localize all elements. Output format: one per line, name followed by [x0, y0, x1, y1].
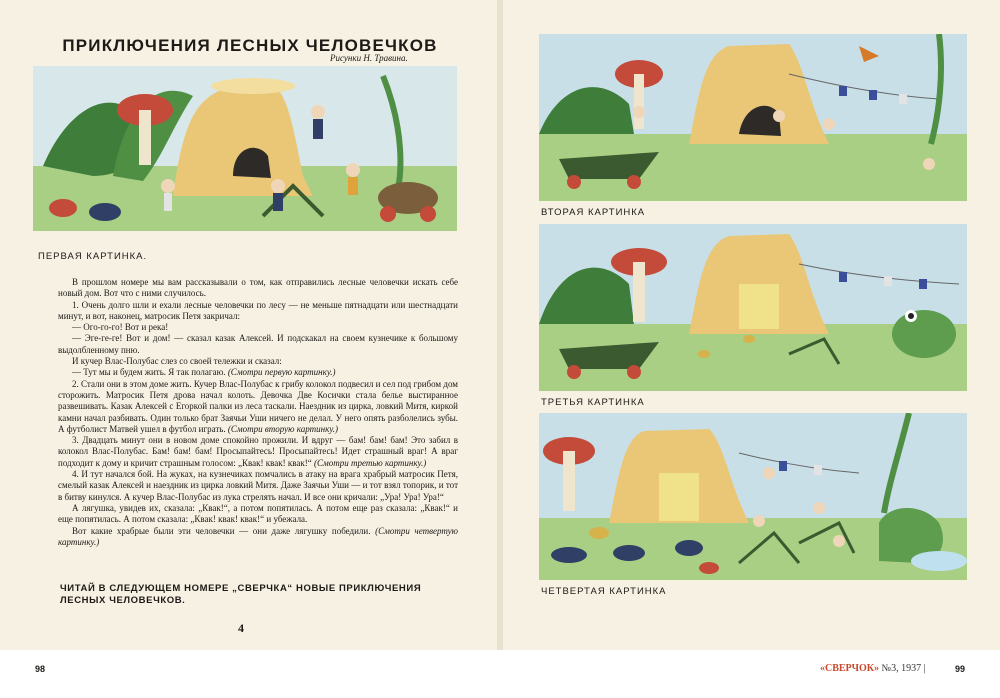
picture-ref: (Смотри четвертую картинку.) [58, 525, 459, 547]
illustration-second [539, 34, 967, 201]
caption-second: ВТОРАЯ КАРТИНКА [541, 207, 646, 218]
illustration-credit: Рисунки Н. Травина. [330, 53, 408, 63]
page-number-right: 99 [955, 664, 966, 674]
inner-page-number: 4 [238, 621, 244, 635]
paragraph: А лягушка, увидев их, сказала: „Квак!“, а потом попятилась. А потом еще раз сказала: „Квак!“ и еще попятилась. А потом сказала: „Квак! квак! квак!“ и убежала. [58, 502, 458, 525]
paragraph: Вот какие храбрые были эти человечки — они даже лягушку победили. (Смотри четвертую картинку.) [58, 525, 459, 547]
picture-ref: (Смотри первую картинку.) [227, 367, 336, 378]
paragraph: — Ого-го-го! Вот и река! [72, 322, 169, 333]
paragraph: 1. Очень долго шли и ехали лесные человечки по лесу — не меньше пятнадцати или шестнадцати минут, и вот, наконец, матросик Петя закричал: [58, 299, 458, 321]
paragraph: В прошлом номере мы вам рассказывали о том, как отправились лесные человечки искать себе новый дом. Вот что с ними случилось. [58, 277, 458, 299]
story-text [58, 277, 458, 548]
picture-ref: (Смотри третью картинку.) [313, 457, 427, 468]
magazine-issue: №3, 1937 [881, 663, 922, 674]
paragraph: И кучер Влас-Полубас слез со своей тележки и сказал: [72, 356, 282, 367]
paragraph: — Тут мы и будем жить. Я так полагаю. (Смотри первую картинку.) [72, 367, 336, 378]
paragraph: 2. Стали они в этом доме жить. Кучер Влас-Полубас к грибу колокол подвесил и сел под грибом дом сторожить. Матросик Петя дрова начал колоть. Девочка Две Косички стала белье выстиранное развешивать. Казак Алексей с Егоркой палки из леса таскали. Наездник из цирка, ловкий Митя, киркой камни начал разбивать. Один только брат Заячьи Уши ничего не делал. У него опять разболелись зубы. А футболист Матвей ушел в футбол играть. (Смотри вторую картинку.) [58, 378, 458, 434]
caption-third: ТРЕТЬЯ КАРТИНКА [541, 397, 645, 408]
left-page [0, 0, 497, 650]
page-title: ПРИКЛЮЧЕНИЯ ЛЕСНЫХ ЧЕЛОВЕЧКОВ [62, 36, 438, 55]
magazine-name: «СВЕРЧОК» [820, 663, 880, 674]
next-issue-note: ЧИТАЙ В СЛЕДУЮЩЕМ НОМЕРЕ „СВЕРЧКА“ НОВЫЕ ПРИКЛЮЧЕНИЯ ЛЕСНЫХ ЧЕЛОВЕЧКОВ. [60, 583, 422, 606]
illustration-first [33, 66, 457, 231]
page-footer-strip [0, 650, 1000, 698]
paragraph: 3. Двадцать минут они в новом доме спокойно прожили. И вдруг — бам! бам! бам! Это забил в колокол Влас-Полубас. Бам! бам! бам! Просыпайтесь! Просыпайтесь! Идет страшный враг! А враг подходит к дому и кричит страшным голосом: „Квак! квак! квак!“ (Смотри третью картинку.) [58, 435, 458, 468]
paragraph: — Эге-ге-ге! Вот и дом! — сказал казак Алексей. И подскакал на своем кузнечике к большому выдолбленному пню. [58, 333, 458, 355]
caption-first: ПЕРВАЯ КАРТИНКА. [38, 251, 148, 262]
illustration-third [539, 224, 967, 391]
illustration-fourth [539, 413, 967, 580]
caption-fourth: ЧЕТВЕРТАЯ КАРТИНКА [541, 586, 667, 597]
page-number-left: 98 [35, 664, 46, 674]
paragraph: 4. И тут начался бой. На жуках, на кузнечиках помчались в атаку на врага храбрый матросик Петя, смелый казак Алексей и наездник из цирка ловкий Митя. Даже Заячьи Уши — и тот взял топорик, и тот в битву кинулся. А кучер Влас-Полубас из лука стрелять начал. И все они кричали: „Ура! Ура! Ура!“ [58, 469, 458, 502]
footer-separator: | [923, 663, 926, 674]
right-page [503, 0, 1000, 650]
picture-ref: (Смотри вторую картинку.) [227, 423, 338, 434]
magazine-footer [820, 663, 926, 674]
